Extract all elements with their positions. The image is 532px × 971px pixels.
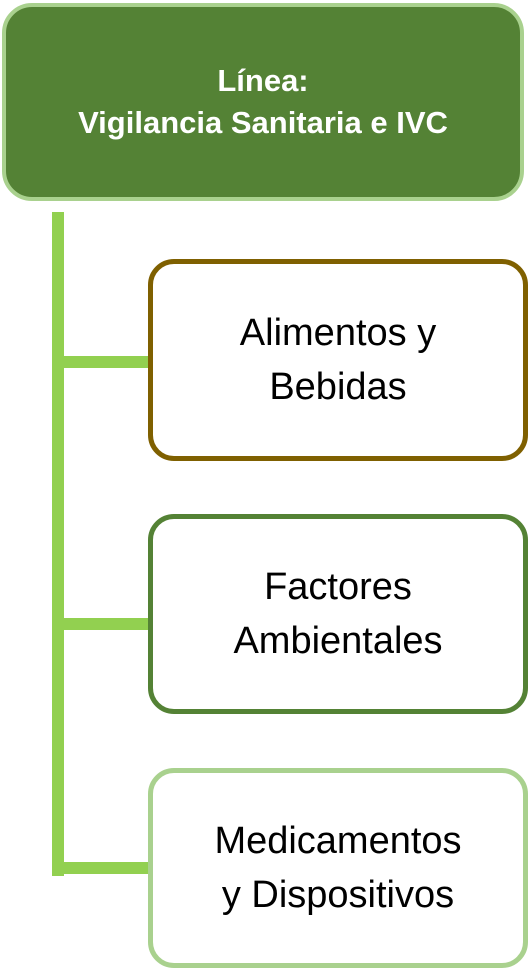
child-node-label-line2: Bebidas [269, 366, 407, 408]
child-node-label-line2: Ambientales [233, 620, 443, 662]
root-node-subtitle: Vigilancia Sanitaria e IVC [78, 105, 448, 140]
child-node-label-line1: Alimentos y [239, 312, 437, 354]
child-node-label-line1: Medicamentos [214, 820, 462, 862]
child-node-label-line1: Factores [264, 566, 412, 608]
connector-branch-2 [60, 618, 152, 630]
root-node-linea [2, 3, 524, 201]
child-node-alimentos-bebidas [148, 259, 528, 461]
connector-branch-1 [60, 356, 152, 368]
root-node-title: Línea: [217, 63, 309, 98]
child-node-factores-ambientales [148, 514, 528, 714]
connector-branch-3 [60, 862, 152, 874]
connector-spine [52, 212, 64, 876]
child-node-medicamentos-dispositivos [148, 768, 528, 968]
child-node-label-line2: y Dispositivos [221, 874, 455, 916]
